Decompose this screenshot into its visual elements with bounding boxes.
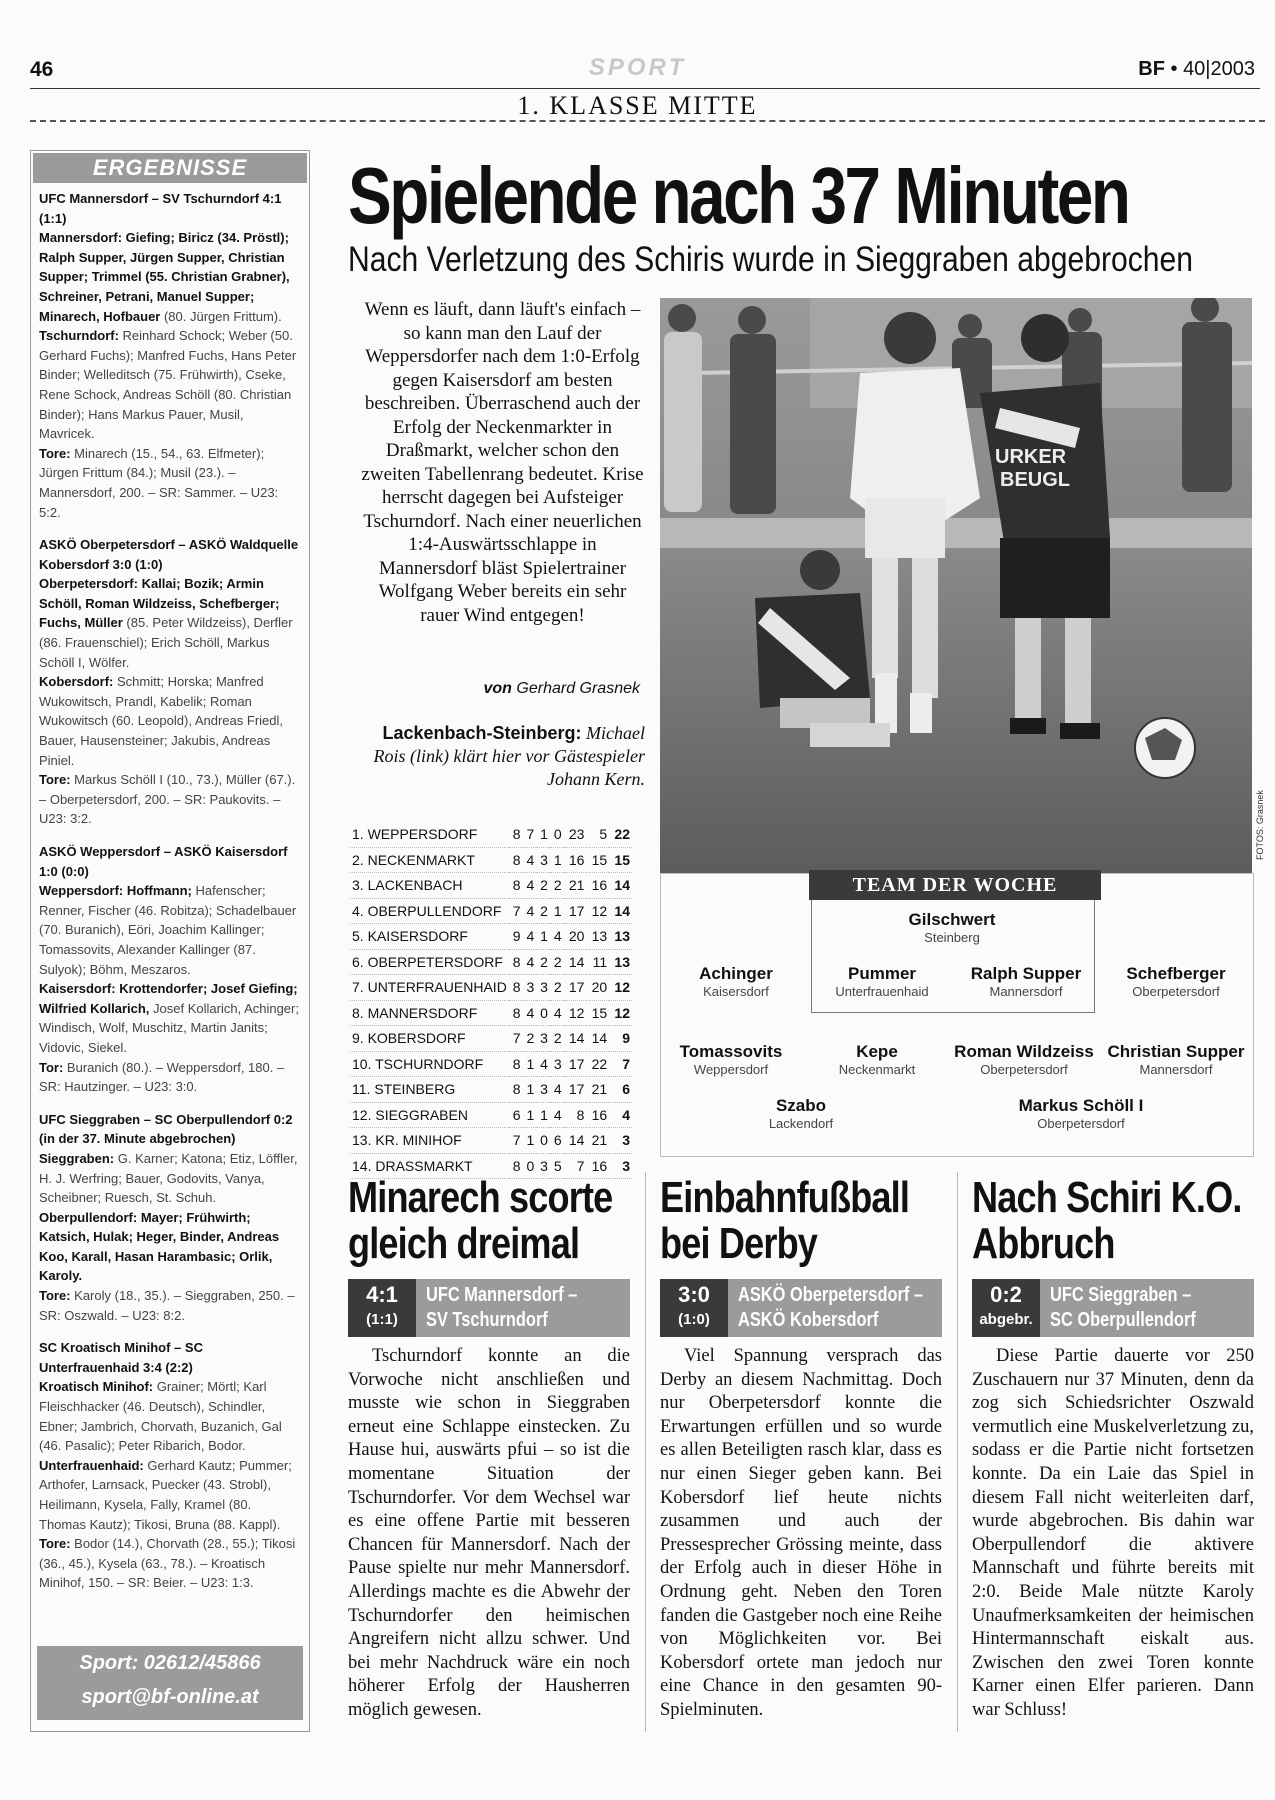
jersey-text: URKER [995, 446, 1067, 468]
lineup-line: Weppersdorf: Hoffmann; Hafenscher; Renner, Fischer (46. Robitza); Schadelbauer (70. Buranich), Eöri, Joachim Kallinger; Tomassovits, Alexander Kallinger (87. Sulyok); Böhm, Meszaros. [39, 883, 297, 977]
author-line [360, 680, 640, 698]
results-sidebar [30, 150, 310, 1732]
score-box: 0:2 abgebr. [972, 1279, 1040, 1337]
lineup-line: Kroatisch Minihof: Grainer; Mörtl; Karl Fleischhacker (46. Deutsch), Schindler, Ebner; Jambrich, Chorvath, Buzanich, Gal (46. Pasalic); Peter Ribarich, Bodor. [39, 1379, 282, 1454]
table-row: 4. OBERPULLENDORF 7 4 2 1 17 12 14 [350, 898, 632, 924]
jersey-text: BEUGL [1000, 469, 1070, 491]
goals-line: Tor: Buranich (80.). – Weppersdorf, 180. – SR: Hautzinger. – U23: 3:0. [39, 1059, 285, 1095]
match-title: SC Kroatisch Minihof – SC Unterfrauenhaid 3:4 (2:2) [39, 1340, 203, 1375]
match-title: UFC Sieggraben – SC Oberpullendorf 0:2 (in der 37. Minute abgebrochen) [39, 1111, 293, 1147]
table-row: 11. STEINBERG 8 1 3 4 17 21 6 [350, 1077, 632, 1103]
column-divider [645, 1172, 646, 1732]
score-bar [348, 1279, 630, 1337]
football-scene-illustration [660, 298, 1252, 873]
match-result [39, 1110, 301, 1326]
player-midfielder: Kepe Neckenmarkt [838, 1042, 916, 1077]
table-row: 9. KOBERSDORF 7 2 3 2 14 14 9 [350, 1026, 632, 1052]
score-bar [660, 1279, 942, 1337]
lineup-line: Tschurndorf: Reinhard Schock; Weber (50. Gerhard Fuchs); Manfred Fuchs, Hans Peter Binder; Welleditsch (75. Frühwirth), Cseke, Rene Schock, Andreas Schöll (80. Christian Binder); Hans Markus Pauer, Musil, Mavricek. [39, 328, 297, 442]
caption-text: Michael Rois (link) klärt hier vor Gästespieler Johann Kern. [373, 723, 645, 789]
results-title: ERGEBNISSE [33, 153, 307, 183]
lineup-line: Oberpetersdorf: Kallai; Bozik; Armin Schöll, Roman Wildzeiss, Schefberger; Fuchs, Müller (85. Peter Wildzeiss), Derfler (86. Frauenschiel); Erich Schöll, Markus Schöll I, Wölfer. [39, 576, 293, 670]
table-row: 3. LACKENBACH 8 4 2 2 21 16 14 [350, 873, 632, 899]
header-rule [30, 88, 1260, 89]
report-headline: Nach Schiri K.O. Abbruch [972, 1173, 1242, 1268]
report-text: Viel Spannung versprach das Derby an diesem Nachmittag. Doch nur Oberpetersdorf konnte die Erwartungen erfüllen und so wurde es allen Beteiligten rasch klar, dass es nur einen Sieger geben kann. Bei Kobersdorf lief heute nichts zusammen und auch der Pressesprecher Grössing meinte, dass der Erfolg auch in dieser Höhe in Ordnung geht. Neben den Toren fanden die Gastgeber noch eine Reihe von Möglichkeiten vor. Bei Kobersdorf ortete man jedoch nur eine Chance in den gesamten 90-Spielminuten. [660, 1346, 942, 1720]
results-list [39, 189, 301, 1606]
photo-caption [360, 722, 645, 791]
contact-email: sport@bf-online.at [81, 1686, 259, 1708]
table-row: 2. NECKENMARKT 8 4 3 1 16 15 15 [350, 847, 632, 873]
match-result [39, 842, 301, 1097]
match-photo [660, 298, 1252, 873]
player-goalkeeper: Gilschwert Steinberg [908, 910, 996, 945]
player-midfielder: Tomassovits Weppersdorf [679, 1042, 783, 1077]
author-name: Gerhard Grasnek [516, 680, 640, 697]
photo-credit: FOTOS: Grasnek [1255, 790, 1265, 860]
player-defender: Achinger Kaisersdorf [699, 964, 773, 999]
score-teams: UFC Mannersdorf – SV Tschurndorf [426, 1284, 578, 1331]
report-headline: Minarech scorte gleich dreimal [348, 1173, 613, 1268]
match-title: UFC Mannersdorf – SV Tschurndorf 4:1 (1:1) [39, 191, 282, 226]
publication-info [1138, 58, 1255, 81]
caption-label: Lackenbach-Steinberg: [382, 723, 582, 743]
contact-box [37, 1646, 303, 1720]
dashed-rule [30, 120, 1265, 122]
match-report [348, 1175, 630, 1723]
publication-name: BF [1138, 58, 1165, 80]
player-forward: Markus Schöll I Oberpetersdorf [1018, 1096, 1144, 1131]
league-title: 1. KLASSE MITTE [517, 91, 758, 120]
match-title: ASKÖ Oberpetersdorf – ASKÖ Waldquelle Kobersdorf 3:0 (1:0) [39, 537, 299, 572]
main-headline: Spielende nach 37 Minuten [348, 151, 1129, 240]
team-of-the-week [660, 873, 1254, 1157]
lead-paragraph: Wenn es läuft, dann läuft's einfach – so kann man den Lauf der Weppersdorfer nach dem 1:0-Erfolg gegen Kaisersdorf am besten beschreiben. Überraschend auch der Erfolg der Neckenmarkter in Draßmarkt, welcher schon den zweiten Tabellenrang bedeutet. Krise herrscht dagegen bei Aufsteiger Tschurndorf. Nach einer neuerlichen 1:4-Auswärtsschlappe in Mannersdorf bläst Spielertrainer Wolfgang Weber bereits ein sehr rauer Wind entgegen! [361, 299, 644, 626]
player-defender: Pummer Unterfrauenhaid [835, 964, 929, 999]
lineup-line: Mannersdorf: Giefing; Biricz (34. Pröstl); Ralph Supper, Jürgen Supper, Christian Supper; Trimmel (55. Christian Grabner), Schreiner, Petrani, Manuel Supper; Minarech, Hofbauer (80. Jürgen Frittum). [39, 230, 290, 324]
column-divider [957, 1172, 958, 1732]
player-forward: Szabo Lackendorf [768, 1096, 834, 1131]
issue-number: 40|2003 [1183, 58, 1255, 80]
report-text: Tschurndorf konnte an die Vorwoche nicht anschließen und musste wie schon in Sieggraben erneut eine Schlappe einstecken. Zu Hause hui, auswärts pfui – so ist die momentane Situation der Tschurndorfer. Vor dem Wechsel war es eine offene Partie mit besseren Chancen für Mannersdorf. Nach der Pause spielte nur mehr Mannersdorf. Allerdings machte es die Abwehr der Tschurndorfer den heimischen Angreifern nicht allzu schwer. Und bei mehr Nachdruck wäre ein noch höherer Erfolg der Hausherren möglich gewesen. [348, 1346, 630, 1720]
goals-line: Tore: Bodor (14.), Chorvath (28., 55.); Tikosi (36., 45.), Kysela (63., 78.). – Kroatisch Minihof, 150. – SR: Beier. – U23: 1:3. [39, 1536, 296, 1591]
goals-line: Tore: Minarech (15., 54., 63. Elfmeter); Jürgen Frittum (84.); Musil (23.). – Mannersdorf, 200. – SR: Sammer. – U23: 5:2. [39, 445, 279, 520]
report-text: Diese Partie dauerte vor 250 Zuschauern nur 37 Minuten, denn da zog sich Schiedsrichter Oszwald vermutlich eine Muskelverletzung zu, sodass er die Partie nicht fortsetzen konnte. Da ein Laie das Spiel in diesem Fall nicht weiterleiten darf, wurde abgebrochen. Bis dahin war Oberpullendorf die aktivere Mannschaft und führte bereits mit 2:0. Beide Male nützte Karoly Unaufmerksamkeiten der heimischen Hintermannschaft eiskalt aus. Zwischen den zwei Toren konnte Karner einen Elfer parieren. Dann war Schluss! [972, 1346, 1254, 1720]
score-teams: UFC Sieggraben – SC Oberpullendorf [1050, 1284, 1196, 1331]
table-row: 14. DRASSMARKT 8 0 3 5 7 16 3 [350, 1153, 632, 1179]
score-bar [972, 1279, 1254, 1337]
lineup-line: Kobersdorf: Schmitt; Horska; Manfred Wukowitsch, Prandl, Kabelik; Roman Wukowitsch (60. Leopold), Andreas Friedl, Bauer, Hausensteiner; Jakubis, Andreas Piniel. [39, 674, 283, 768]
player-defender: Schefberger Oberpetersdorf [1126, 964, 1226, 999]
table-row: 8. MANNERSDORF 8 4 0 4 12 15 12 [350, 1000, 632, 1026]
main-subheadline: Nach Verletzung des Schiris wurde in Sieggraben abgebrochen [348, 240, 1194, 279]
player-midfielder: Roman Wildzeiss Oberpetersdorf [954, 1042, 1094, 1077]
table-row: 12. SIEGGRABEN 6 1 1 4 8 16 4 [350, 1102, 632, 1128]
score-teams: ASKÖ Oberpetersdorf – ASKÖ Kobersdorf [738, 1284, 923, 1331]
section-title: SPORT [588, 54, 687, 81]
match-result [39, 189, 301, 522]
lineup-line: Sieggraben: G. Karner; Katona; Etiz, Löffler, H. J. Werfring; Bauer, Godovits, Vanya, Scheibner; Ruesch, St. Schuh. [39, 1150, 298, 1206]
match-result [39, 1338, 301, 1593]
table-row: 5. KAISERSDORF 9 4 1 4 20 13 13 [350, 924, 632, 950]
goals-line: Tore: Karoly (18., 35.). – Sieggraben, 250. – SR: Oszwald. – U23: 8:2. [39, 1288, 295, 1323]
lineup-line: Kaisersdorf: Krottendorfer; Josef Giefing; Wilfried Kollarich, Josef Kollarich, Achinger; Windisch, Wolf, Muschitz, Martin Janits; Vidovic, Siekel. [39, 981, 299, 1055]
report-headline: Einbahnfußball bei Derby [660, 1173, 910, 1268]
table-row: 10. TSCHURNDORF 8 1 4 3 17 22 7 [350, 1051, 632, 1077]
table-row: 1. WEPPERSDORF 8 7 1 0 23 5 22 [350, 822, 632, 847]
player-midfielder: Christian Supper Mannersdorf [1107, 1042, 1245, 1077]
match-title: ASKÖ Weppersdorf – ASKÖ Kaisersdorf 1:0 (0:0) [39, 844, 288, 879]
page-number: 46 [30, 58, 54, 81]
table-row: 6. OBERPETERSDORF 8 4 2 2 14 11 13 [350, 949, 632, 975]
separator-bullet: • [1170, 58, 1178, 80]
table-row: 13. KR. MINIHOF 7 1 0 6 14 21 3 [350, 1128, 632, 1154]
team-of-week-title: TEAM DER WOCHE [809, 870, 1101, 900]
lineup-line: Oberpullendorf: Mayer; Frühwirth; Katsich, Hulak; Heger, Binder, Andreas Koo, Karall, Hasan Harambasic; Orlik, Karoly. [39, 1209, 280, 1284]
match-result [39, 535, 301, 829]
league-table [350, 822, 632, 1179]
lineup-line: Unterfrauenhaid: Gerhard Kautz; Pummer; Arthofer, Larnsack, Puecker (43. Strobl), Heilimann, Kysela, Fally, Kramel (80. Thomas Kautz); Tikosi, Bruna (88. Kappl). [39, 1457, 292, 1532]
match-report [972, 1175, 1254, 1723]
author-prefix: von [483, 680, 512, 697]
table-row: 7. UNTERFRAUENHAID 8 3 3 2 17 20 12 [350, 975, 632, 1001]
goals-line: Tore: Markus Schöll I (10., 73.), Müller (67.). – Oberpetersdorf, 200. – SR: Paukovits. – U23: 3:2. [39, 772, 296, 827]
contact-phone: Sport: 02612/45866 [79, 1652, 261, 1674]
match-report [660, 1175, 942, 1723]
player-defender: Ralph Supper Mannersdorf [970, 964, 1082, 999]
score-box: 3:0 (1:0) [660, 1279, 728, 1337]
score-box: 4:1 (1:1) [348, 1279, 416, 1337]
